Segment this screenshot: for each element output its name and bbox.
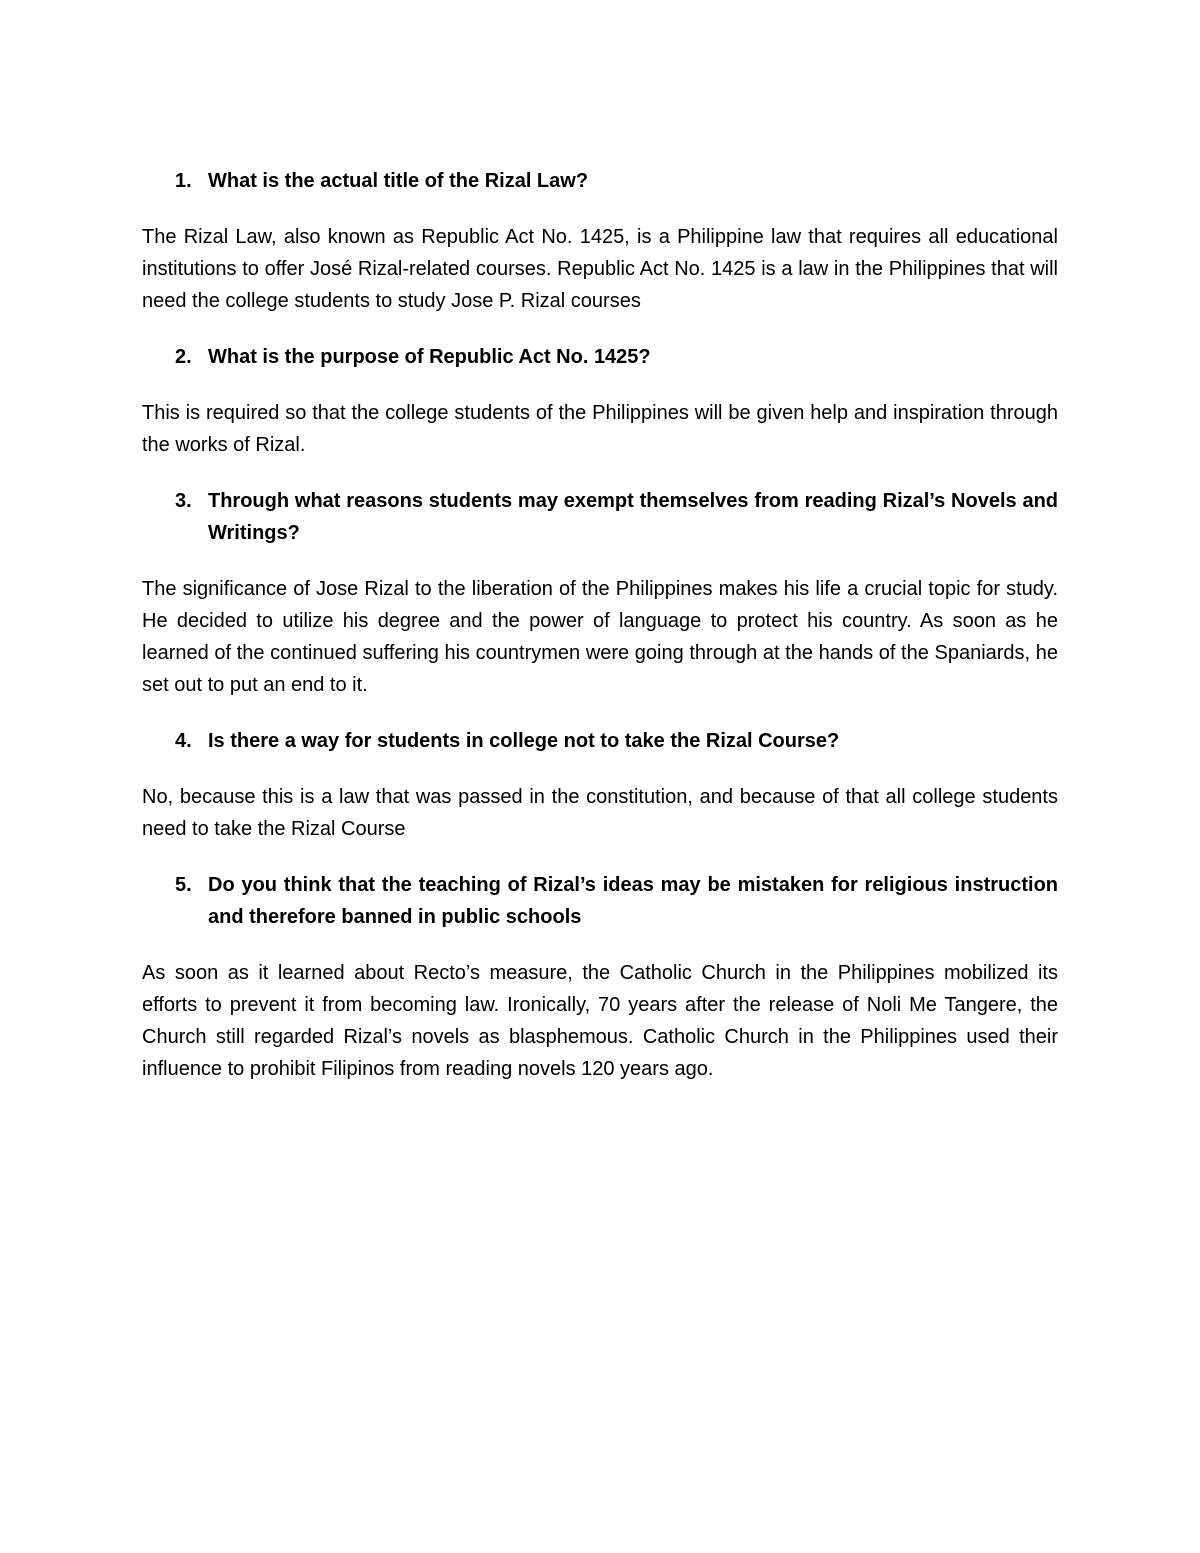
question-text: What is the purpose of Republic Act No. 1425? (208, 346, 651, 368)
question-4 (142, 725, 1058, 757)
answer-2: This is required so that the college students of the Philippines will be given help and inspiration through the works of Rizal. (142, 402, 1058, 456)
document-body (142, 165, 1058, 1109)
question-3 (142, 485, 1058, 549)
question-text: Do you think that the teaching of Rizal’s ideas may be mistaken for religious instruction and therefore banned in public schools (208, 874, 1058, 928)
answer-1: The Rizal Law, also known as Republic Act No. 1425, is a Philippine law that requires all educational institutions to offer José Rizal-related courses. Republic Act No. 1425 is a law in the Philippines that will need the college students to study Jose P. Rizal courses (142, 226, 1058, 312)
question-text: Through what reasons students may exempt themselves from reading Rizal’s Novels and Writings? (208, 490, 1058, 544)
question-5 (142, 869, 1058, 933)
question-number: 5. (175, 874, 192, 896)
answer-4: No, because this is a law that was passed in the constitution, and because of that all college students need to take the Rizal Course (142, 786, 1058, 840)
question-text: Is there a way for students in college not to take the Rizal Course? (208, 730, 840, 752)
question-2 (142, 341, 1058, 373)
answer-3: The significance of Jose Rizal to the liberation of the Philippines makes his life a crucial topic for study. He decided to utilize his degree and the power of language to protect his country. As soon as he learned of the continued suffering his countrymen were going through at the hands of the Spaniards, he set out to put an end to it. (142, 578, 1058, 696)
question-number: 3. (175, 490, 192, 512)
question-number: 2. (175, 346, 192, 368)
question-1 (142, 165, 1058, 197)
question-number: 4. (175, 730, 192, 752)
question-text: What is the actual title of the Rizal Law? (208, 170, 589, 192)
answer-5: As soon as it learned about Recto’s measure, the Catholic Church in the Philippines mobilized its efforts to prevent it from becoming law. Ironically, 70 years after the release of Noli Me Tangere, the Church still regarded Rizal’s novels as blasphemous. Catholic Church in the Philippines used their influence to prohibit Filipinos from reading novels 120 years ago. (142, 962, 1058, 1080)
question-number: 1. (175, 170, 192, 192)
